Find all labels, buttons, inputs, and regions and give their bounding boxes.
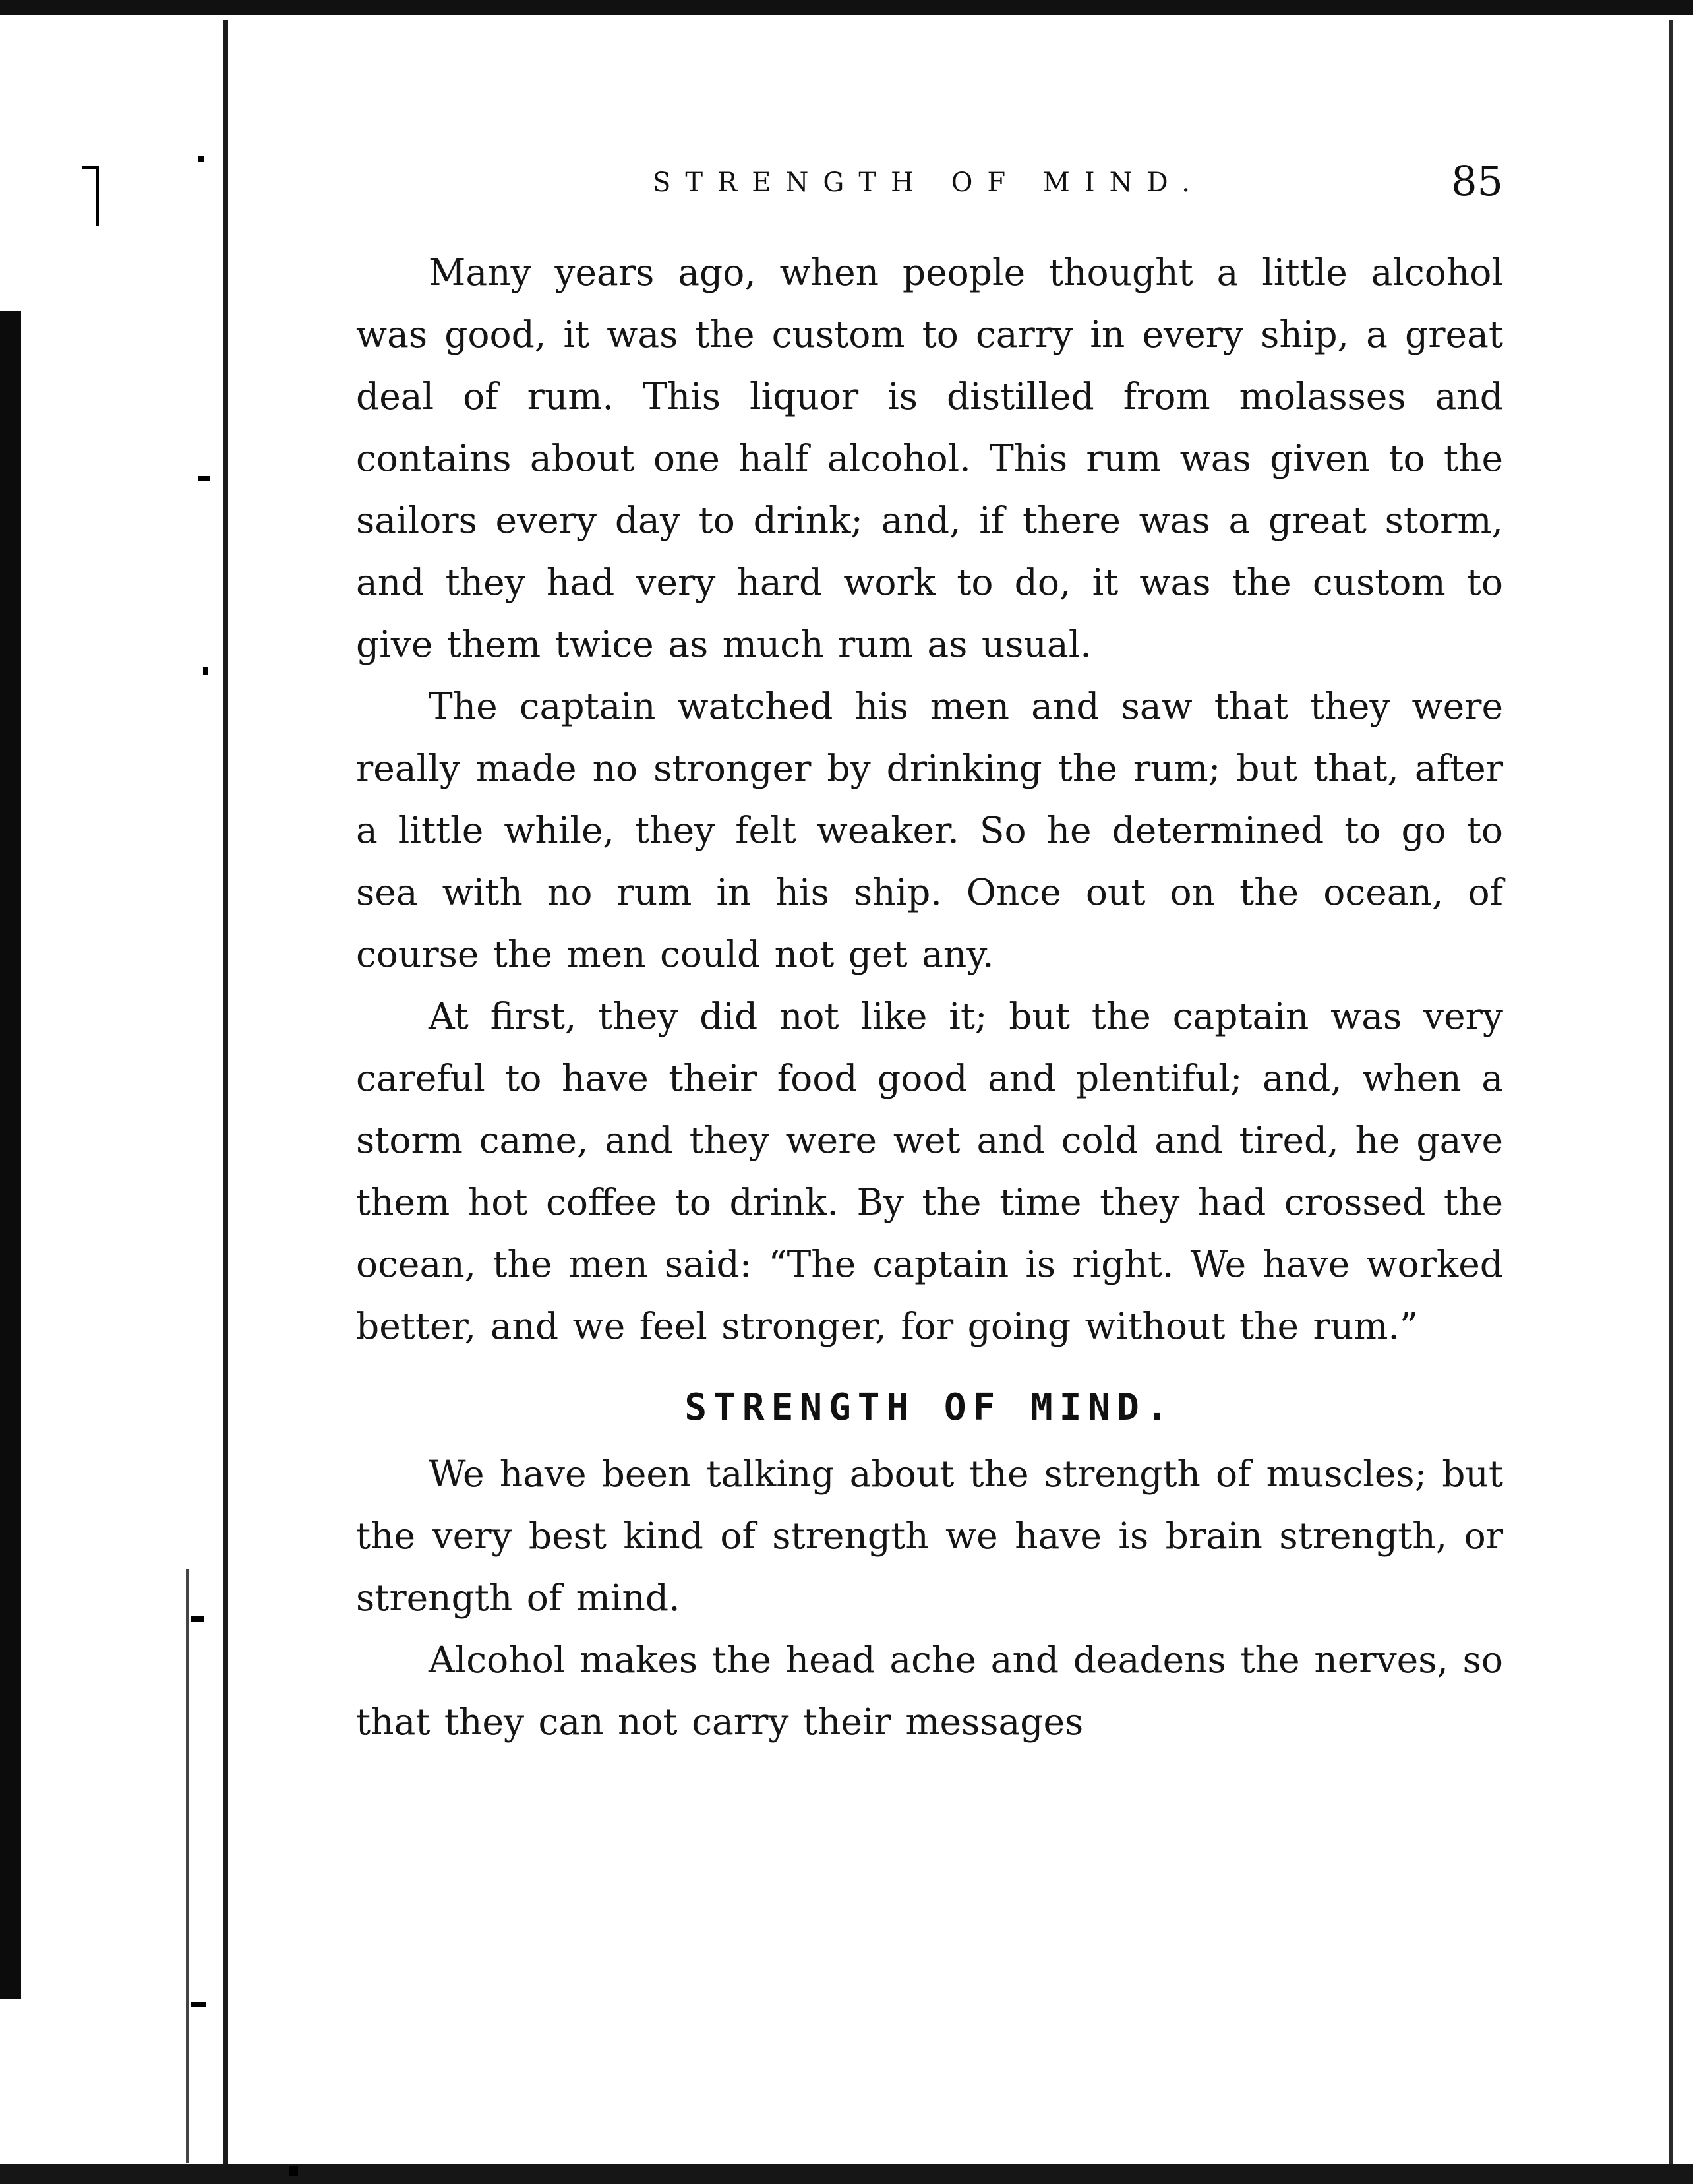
scan-speck [203,667,208,675]
scan-speck [198,156,204,162]
body-paragraph: Many years ago, when people thought a little alcohol was good, it was the custom to carry in every ship, a great deal of rum. This liquor is distilled from molasses and contains about one half alcohol. This rum was given to the sailors every day to drink; and, if there was a great storm, and they had very hard work to do, it was the custom to give them twice as much rum as usual. [356,251,1503,665]
scan-speck [96,166,99,226]
spine-shadow-line [186,1569,189,2163]
section-paragraph: We have been talking about the strength of muscles; but the very best kind of strength we have is brain strength, or strength of mind. [356,1453,1503,1619]
top-scan-edge [0,0,1693,15]
gutter-shadow [0,311,21,1999]
section-paragraph: Alcohol makes the head ache and deadens the nerves, so that they can not carry their messages [356,1639,1503,1743]
spine-line [223,20,228,2184]
section-heading: STRENGTH OF MIND. [684,1386,1175,1429]
body-paragraph: The captain watched his men and saw that they were really made no stronger by drinking the rum; but that, after a little while, they felt weaker. So he determined to go to sea with no rum in his ship. Once out on the ocean, of course the men could not get any. [356,685,1503,975]
bottom-scan-edge [0,2164,1693,2184]
scan-speck [191,1616,204,1622]
left-gutter [0,15,231,2184]
page-body [356,241,1503,1753]
running-title: STRENGTH OF MIND. [653,167,1205,198]
right-page-edge [1669,20,1673,2184]
body-paragraph: At first, they did not like it; but the captain was very careful to have their food good and plentiful; and, when a storm came, and they were wet and cold and tired, he gave them hot coffee to drink. By the time they had crossed the ocean, the men said: “The captain is right. We have worked better, and we feel stronger, for going without the rum.” [356,995,1503,1347]
page-number: 85 [1451,157,1503,205]
scan-speck [198,476,210,481]
scan-speck [289,2166,298,2176]
scan-speck [191,2002,206,2007]
page-header [356,153,1503,212]
